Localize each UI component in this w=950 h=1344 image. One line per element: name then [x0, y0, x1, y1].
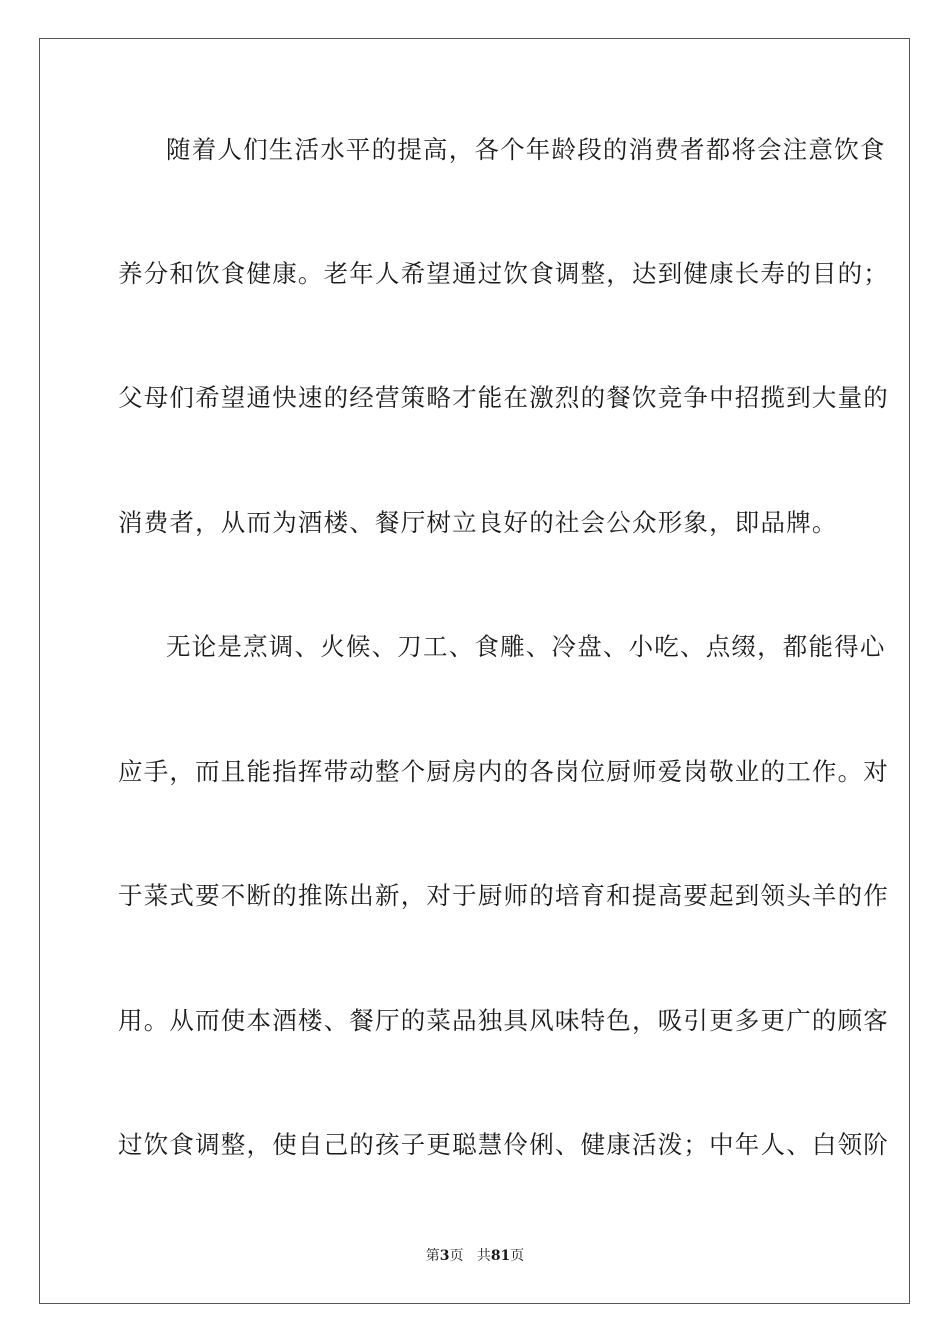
paragraph-1-line-1: 随着人们生活水平的提高，各个年龄段的消费者都将会注意饮食 [166, 135, 886, 164]
footer-total-prefix: 共 [476, 1248, 491, 1264]
paragraph-1-line-3: 父母们希望通快速的经营策略才能在激烈的餐饮竞争中招揽到大量的 [118, 383, 889, 412]
footer-total-suffix: 页 [510, 1248, 525, 1264]
paragraph-2-line-4: 用。从而使本酒楼、餐厅的菜品独具风味特色，吸引更多更广的顾客 [118, 1006, 889, 1035]
paragraph-1-line-2: 养分和饮食健康。老年人希望通过饮食调整，达到健康长寿的目的； [118, 259, 889, 288]
footer-page-suffix: 页 [449, 1248, 464, 1264]
paragraph-2-line-3: 于菜式要不断的推陈出新，对于厨师的培育和提高要起到领头羊的作 [118, 881, 889, 910]
page-footer [0, 1247, 950, 1265]
page-border [39, 38, 910, 1304]
paragraph-1-line-4: 消费者，从而为酒楼、餐厅树立良好的社会公众形象，即品牌。 [118, 508, 838, 537]
paragraph-2-line-2: 应手，而且能指挥带动整个厨房内的各岗位厨师爱岗敬业的工作。对 [118, 757, 889, 786]
paragraph-2-line-1: 无论是烹调、火候、刀工、食雕、冷盘、小吃、点缀，都能得心 [166, 632, 886, 661]
footer-page-prefix: 第 [425, 1248, 440, 1264]
footer-page-number: 3 [439, 1248, 450, 1264]
paragraph-2-line-5: 过饮食调整，使自己的孩子更聪慧伶俐、健康活泼；中年人、白领阶 [118, 1130, 889, 1159]
footer-total-pages: 81 [490, 1248, 511, 1264]
